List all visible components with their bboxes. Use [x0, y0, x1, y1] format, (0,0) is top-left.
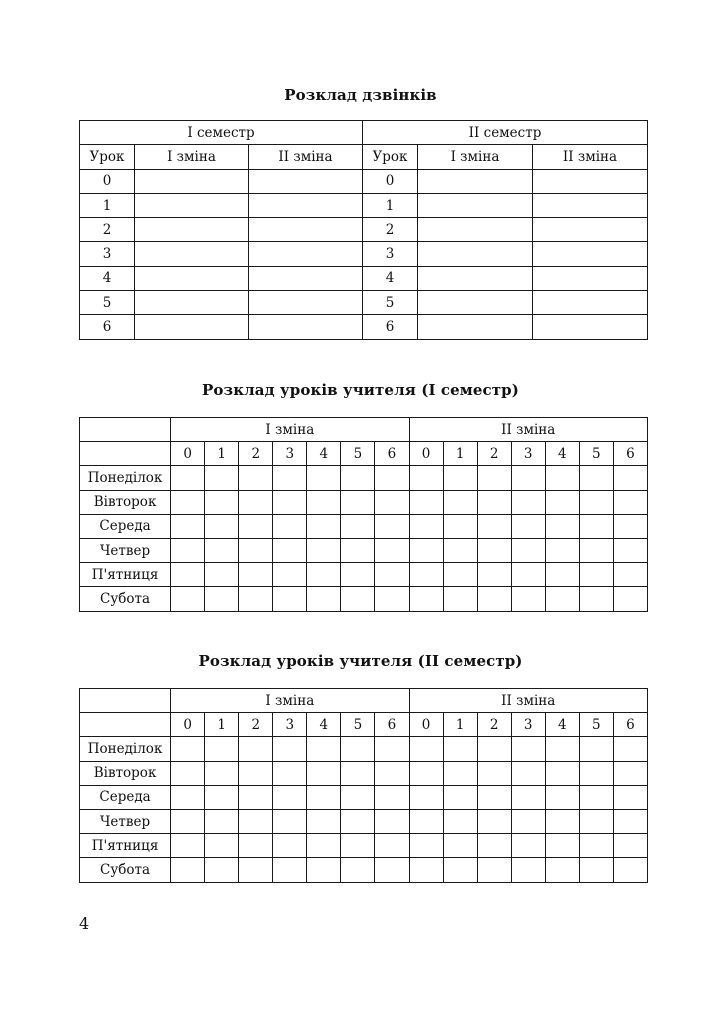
schedule-cell[interactable]	[477, 490, 511, 514]
schedule-cell[interactable]	[171, 834, 205, 858]
schedule-cell[interactable]	[171, 737, 205, 761]
schedule-cell[interactable]	[341, 737, 375, 761]
schedule-cell[interactable]	[477, 563, 511, 587]
schedule-cell[interactable]	[477, 809, 511, 833]
schedule-cell[interactable]	[409, 466, 443, 490]
lesson-number-header: 2	[239, 442, 273, 466]
schedule-cell[interactable]	[205, 761, 239, 785]
schedule-cell[interactable]	[273, 761, 307, 785]
schedule-cell[interactable]	[341, 514, 375, 538]
schedule-cell[interactable]	[375, 761, 409, 785]
schedule-cell[interactable]	[239, 587, 273, 611]
schedule-cell[interactable]	[307, 538, 341, 562]
schedule-cell[interactable]	[273, 466, 307, 490]
table-row	[80, 538, 648, 562]
schedule-cell[interactable]	[239, 785, 273, 809]
shift1-time-cell[interactable]	[135, 169, 249, 193]
schedule-cell[interactable]	[579, 809, 613, 833]
schedule-cell[interactable]	[443, 466, 477, 490]
day-label: П'ятниця	[80, 834, 171, 858]
table-row	[80, 809, 648, 833]
shift1-column-header: I зміна	[418, 145, 533, 169]
shift2-time-cell[interactable]	[249, 315, 363, 339]
table-row	[80, 737, 648, 761]
table-row	[80, 587, 648, 611]
schedule-cell[interactable]	[545, 538, 579, 562]
schedule-cell[interactable]	[307, 809, 341, 833]
schedule-cell[interactable]	[443, 737, 477, 761]
schedule-cell[interactable]	[273, 785, 307, 809]
page-number: 4	[79, 914, 90, 933]
teacher-schedule-semester2-title: Розклад уроків учителя (II семестр)	[198, 652, 523, 670]
schedule-cell[interactable]	[443, 587, 477, 611]
corner-cell	[80, 713, 171, 737]
shift1-time-cell[interactable]	[418, 193, 533, 217]
lesson-number-row	[80, 442, 648, 466]
schedule-cell[interactable]	[205, 490, 239, 514]
schedule-cell[interactable]	[307, 737, 341, 761]
schedule-cell[interactable]	[511, 785, 545, 809]
shift2-time-cell[interactable]	[249, 291, 363, 315]
schedule-cell[interactable]	[477, 858, 511, 882]
schedule-cell[interactable]	[613, 761, 647, 785]
shift1-header: I зміна	[171, 418, 409, 442]
shift2-time-cell[interactable]	[249, 169, 363, 193]
lesson-number-header: 3	[511, 713, 545, 737]
schedule-cell[interactable]	[239, 514, 273, 538]
lesson-number-header: 3	[511, 442, 545, 466]
schedule-cell[interactable]	[273, 809, 307, 833]
schedule-cell[interactable]	[511, 490, 545, 514]
schedule-cell[interactable]	[443, 785, 477, 809]
schedule-cell[interactable]	[273, 490, 307, 514]
schedule-cell[interactable]	[273, 834, 307, 858]
schedule-cell[interactable]	[171, 809, 205, 833]
schedule-cell[interactable]	[205, 809, 239, 833]
schedule-cell[interactable]	[409, 737, 443, 761]
schedule-cell[interactable]	[205, 737, 239, 761]
schedule-cell[interactable]	[205, 587, 239, 611]
schedule-cell[interactable]	[273, 858, 307, 882]
schedule-cell[interactable]	[341, 858, 375, 882]
schedule-cell[interactable]	[409, 514, 443, 538]
lesson-number-row	[80, 713, 648, 737]
lesson-number: 4	[80, 266, 135, 290]
schedule-cell[interactable]	[545, 737, 579, 761]
schedule-cell[interactable]	[613, 490, 647, 514]
table-row	[80, 466, 648, 490]
schedule-cell[interactable]	[171, 785, 205, 809]
shift1-header: I зміна	[171, 689, 409, 713]
lesson-number-header: 5	[579, 442, 613, 466]
schedule-cell[interactable]	[613, 737, 647, 761]
shift1-time-cell[interactable]	[418, 218, 533, 242]
lesson-number-header: 1	[205, 713, 239, 737]
table-row	[80, 242, 648, 266]
schedule-cell[interactable]	[171, 858, 205, 882]
shift1-time-cell[interactable]	[418, 315, 533, 339]
schedule-cell[interactable]	[375, 785, 409, 809]
schedule-cell[interactable]	[273, 737, 307, 761]
schedule-cell[interactable]	[341, 490, 375, 514]
lesson-number: 4	[363, 266, 418, 290]
shift1-time-cell[interactable]	[135, 266, 249, 290]
schedule-cell[interactable]	[579, 737, 613, 761]
schedule-cell[interactable]	[239, 538, 273, 562]
table-row	[80, 563, 648, 587]
schedule-cell[interactable]	[307, 490, 341, 514]
schedule-cell[interactable]	[579, 490, 613, 514]
teacher-schedule-semester1-table	[79, 417, 648, 612]
schedule-cell[interactable]	[375, 490, 409, 514]
schedule-cell[interactable]	[341, 466, 375, 490]
schedule-cell[interactable]	[511, 514, 545, 538]
lesson-number-header: 4	[307, 442, 341, 466]
schedule-cell[interactable]	[511, 587, 545, 611]
shift1-time-cell[interactable]	[418, 266, 533, 290]
lesson-number-header: 4	[545, 442, 579, 466]
schedule-cell[interactable]	[409, 490, 443, 514]
schedule-cell[interactable]	[239, 466, 273, 490]
schedule-cell[interactable]	[511, 466, 545, 490]
schedule-cell[interactable]	[205, 538, 239, 562]
schedule-cell[interactable]	[579, 834, 613, 858]
schedule-cell[interactable]	[239, 737, 273, 761]
schedule-cell[interactable]	[613, 587, 647, 611]
table-row	[80, 761, 648, 785]
shift-header-row	[80, 418, 648, 442]
schedule-cell[interactable]	[511, 834, 545, 858]
lesson-number: 1	[80, 193, 135, 217]
schedule-cell[interactable]	[545, 563, 579, 587]
table-row	[80, 266, 648, 290]
schedule-cell[interactable]	[579, 761, 613, 785]
lesson-number-header: 2	[477, 713, 511, 737]
lesson-column-header: Урок	[363, 145, 418, 169]
shift-header-row	[80, 689, 648, 713]
lesson-number-header: 5	[341, 713, 375, 737]
schedule-cell[interactable]	[443, 514, 477, 538]
lesson-number-header: 6	[613, 713, 647, 737]
shift2-time-cell[interactable]	[533, 169, 648, 193]
schedule-cell[interactable]	[375, 737, 409, 761]
shift2-column-header: II зміна	[533, 145, 648, 169]
lesson-number-header: 2	[239, 713, 273, 737]
schedule-cell[interactable]	[375, 809, 409, 833]
schedule-cell[interactable]	[579, 538, 613, 562]
day-label: Вівторок	[80, 761, 171, 785]
schedule-cell[interactable]	[171, 563, 205, 587]
schedule-cell[interactable]	[273, 587, 307, 611]
lesson-number-header: 0	[409, 442, 443, 466]
lesson-column-header: Урок	[80, 145, 135, 169]
schedule-cell[interactable]	[239, 809, 273, 833]
schedule-cell[interactable]	[545, 834, 579, 858]
lesson-number-header: 1	[443, 442, 477, 466]
schedule-cell[interactable]	[511, 737, 545, 761]
schedule-cell[interactable]	[613, 466, 647, 490]
schedule-cell[interactable]	[409, 834, 443, 858]
schedule-cell[interactable]	[205, 466, 239, 490]
schedule-cell[interactable]	[239, 858, 273, 882]
schedule-cell[interactable]	[545, 490, 579, 514]
schedule-cell[interactable]	[307, 563, 341, 587]
lesson-number-header: 1	[443, 713, 477, 737]
schedule-cell[interactable]	[205, 858, 239, 882]
shift1-time-cell[interactable]	[135, 291, 249, 315]
shift1-time-cell[interactable]	[135, 315, 249, 339]
corner-cell	[80, 442, 171, 466]
teacher-schedule-semester2-table	[79, 688, 648, 883]
schedule-cell[interactable]	[477, 587, 511, 611]
schedule-cell[interactable]	[409, 785, 443, 809]
schedule-cell[interactable]	[613, 538, 647, 562]
day-label: Четвер	[80, 809, 171, 833]
schedule-cell[interactable]	[613, 563, 647, 587]
table-row	[80, 315, 648, 339]
schedule-cell[interactable]	[409, 761, 443, 785]
schedule-cell[interactable]	[443, 563, 477, 587]
schedule-cell[interactable]	[205, 785, 239, 809]
shift2-time-cell[interactable]	[533, 315, 648, 339]
table-row	[80, 169, 648, 193]
lesson-number-header: 6	[375, 442, 409, 466]
table-row	[80, 858, 648, 882]
lesson-number: 5	[363, 291, 418, 315]
schedule-cell[interactable]	[477, 785, 511, 809]
schedule-cell[interactable]	[579, 785, 613, 809]
column-header-row	[80, 145, 648, 169]
day-label: Субота	[80, 858, 171, 882]
day-label: Середа	[80, 785, 171, 809]
schedule-cell[interactable]	[375, 834, 409, 858]
lesson-number-header: 3	[273, 713, 307, 737]
shift2-time-cell[interactable]	[533, 218, 648, 242]
schedule-cell[interactable]	[613, 809, 647, 833]
shift2-time-cell[interactable]	[249, 193, 363, 217]
day-label: Середа	[80, 514, 171, 538]
schedule-cell[interactable]	[579, 858, 613, 882]
schedule-cell[interactable]	[307, 834, 341, 858]
lesson-number: 2	[363, 218, 418, 242]
bell-schedule-title: Розклад дзвінків	[284, 86, 437, 104]
schedule-cell[interactable]	[307, 587, 341, 611]
shift1-time-cell[interactable]	[418, 291, 533, 315]
schedule-cell[interactable]	[171, 538, 205, 562]
shift2-time-cell[interactable]	[533, 193, 648, 217]
schedule-cell[interactable]	[205, 834, 239, 858]
bell-schedule-table	[79, 120, 648, 340]
schedule-cell[interactable]	[443, 809, 477, 833]
schedule-cell[interactable]	[341, 538, 375, 562]
lesson-number-header: 5	[341, 442, 375, 466]
schedule-cell[interactable]	[443, 858, 477, 882]
schedule-cell[interactable]	[545, 761, 579, 785]
schedule-cell[interactable]	[477, 834, 511, 858]
schedule-cell[interactable]	[477, 761, 511, 785]
lesson-number: 2	[80, 218, 135, 242]
schedule-cell[interactable]	[239, 563, 273, 587]
corner-cell	[80, 689, 171, 713]
lesson-number: 3	[80, 242, 135, 266]
day-label: П'ятниця	[80, 563, 171, 587]
table-row	[80, 291, 648, 315]
shift2-time-cell[interactable]	[249, 242, 363, 266]
shift1-column-header: I зміна	[135, 145, 249, 169]
lesson-number: 5	[80, 291, 135, 315]
schedule-cell[interactable]	[171, 466, 205, 490]
schedule-cell[interactable]	[171, 490, 205, 514]
schedule-cell[interactable]	[409, 809, 443, 833]
schedule-cell[interactable]	[307, 466, 341, 490]
schedule-cell[interactable]	[307, 514, 341, 538]
day-label: Понеділок	[80, 466, 171, 490]
shift2-time-cell[interactable]	[249, 266, 363, 290]
schedule-cell[interactable]	[443, 761, 477, 785]
schedule-cell[interactable]	[171, 514, 205, 538]
schedule-cell[interactable]	[239, 761, 273, 785]
day-label: Четвер	[80, 538, 171, 562]
schedule-cell[interactable]	[511, 809, 545, 833]
schedule-cell[interactable]	[375, 466, 409, 490]
table-row	[80, 218, 648, 242]
schedule-cell[interactable]	[205, 563, 239, 587]
table-row	[80, 193, 648, 217]
table-row	[80, 785, 648, 809]
schedule-cell[interactable]	[341, 809, 375, 833]
shift1-time-cell[interactable]	[418, 242, 533, 266]
lesson-number-header: 6	[375, 713, 409, 737]
schedule-cell[interactable]	[375, 858, 409, 882]
schedule-cell[interactable]	[409, 587, 443, 611]
lesson-number-header: 6	[613, 442, 647, 466]
lesson-number-header: 4	[545, 713, 579, 737]
schedule-cell[interactable]	[545, 785, 579, 809]
lesson-number: 3	[363, 242, 418, 266]
schedule-cell[interactable]	[341, 785, 375, 809]
day-label: Субота	[80, 587, 171, 611]
schedule-cell[interactable]	[579, 514, 613, 538]
schedule-cell[interactable]	[171, 587, 205, 611]
lesson-number-header: 0	[409, 713, 443, 737]
schedule-cell[interactable]	[477, 466, 511, 490]
lesson-number-header: 0	[171, 442, 205, 466]
schedule-cell[interactable]	[205, 514, 239, 538]
lesson-number-header: 5	[579, 713, 613, 737]
lesson-number: 0	[363, 169, 418, 193]
schedule-cell[interactable]	[477, 737, 511, 761]
schedule-cell[interactable]	[613, 834, 647, 858]
shift2-time-cell[interactable]	[249, 218, 363, 242]
schedule-cell[interactable]	[375, 563, 409, 587]
schedule-cell[interactable]	[511, 858, 545, 882]
shift1-time-cell[interactable]	[135, 193, 249, 217]
table-row	[80, 514, 648, 538]
schedule-cell[interactable]	[511, 538, 545, 562]
schedule-cell[interactable]	[341, 834, 375, 858]
schedule-cell[interactable]	[409, 563, 443, 587]
schedule-cell[interactable]	[341, 761, 375, 785]
schedule-cell[interactable]	[613, 785, 647, 809]
lesson-number-header: 1	[205, 442, 239, 466]
semester-header-row	[80, 121, 648, 145]
schedule-cell[interactable]	[409, 538, 443, 562]
schedule-cell[interactable]	[273, 514, 307, 538]
schedule-cell[interactable]	[443, 834, 477, 858]
shift2-time-cell[interactable]	[533, 291, 648, 315]
schedule-cell[interactable]	[613, 514, 647, 538]
schedule-cell[interactable]	[545, 809, 579, 833]
lesson-number: 1	[363, 193, 418, 217]
shift2-time-cell[interactable]	[533, 266, 648, 290]
shift2-time-cell[interactable]	[533, 242, 648, 266]
lesson-number-header: 4	[307, 713, 341, 737]
schedule-cell[interactable]	[545, 858, 579, 882]
schedule-cell[interactable]	[307, 761, 341, 785]
schedule-cell[interactable]	[171, 761, 205, 785]
schedule-cell[interactable]	[579, 587, 613, 611]
lesson-number-header: 0	[171, 713, 205, 737]
schedule-cell[interactable]	[375, 587, 409, 611]
table-row	[80, 834, 648, 858]
lesson-number-header: 3	[273, 442, 307, 466]
shift1-time-cell[interactable]	[418, 169, 533, 193]
schedule-cell[interactable]	[545, 466, 579, 490]
schedule-cell[interactable]	[545, 587, 579, 611]
lesson-number: 0	[80, 169, 135, 193]
schedule-cell[interactable]	[443, 490, 477, 514]
semester1-header: I семестр	[80, 121, 363, 145]
schedule-cell[interactable]	[307, 785, 341, 809]
shift2-header: II зміна	[409, 418, 647, 442]
schedule-cell[interactable]	[307, 858, 341, 882]
schedule-cell[interactable]	[341, 563, 375, 587]
schedule-cell[interactable]	[341, 587, 375, 611]
schedule-cell[interactable]	[273, 563, 307, 587]
schedule-cell[interactable]	[477, 538, 511, 562]
corner-cell	[80, 418, 171, 442]
day-label: Понеділок	[80, 737, 171, 761]
schedule-cell[interactable]	[443, 538, 477, 562]
teacher-schedule-semester1-title: Розклад уроків учителя (I семестр)	[202, 381, 519, 399]
schedule-cell[interactable]	[375, 538, 409, 562]
schedule-cell[interactable]	[239, 834, 273, 858]
schedule-cell[interactable]	[545, 514, 579, 538]
schedule-cell[interactable]	[613, 858, 647, 882]
shift2-header: II зміна	[409, 689, 647, 713]
schedule-cell[interactable]	[511, 563, 545, 587]
shift1-time-cell[interactable]	[135, 242, 249, 266]
schedule-cell[interactable]	[477, 514, 511, 538]
table-row	[80, 490, 648, 514]
schedule-cell[interactable]	[375, 514, 409, 538]
schedule-cell[interactable]	[579, 563, 613, 587]
lesson-number: 6	[80, 315, 135, 339]
lesson-number-header: 2	[477, 442, 511, 466]
schedule-cell[interactable]	[239, 490, 273, 514]
schedule-cell[interactable]	[409, 858, 443, 882]
shift1-time-cell[interactable]	[135, 218, 249, 242]
schedule-cell[interactable]	[273, 538, 307, 562]
lesson-number: 6	[363, 315, 418, 339]
schedule-cell[interactable]	[579, 466, 613, 490]
semester2-header: II семестр	[363, 121, 648, 145]
day-label: Вівторок	[80, 490, 171, 514]
schedule-cell[interactable]	[511, 761, 545, 785]
shift2-column-header: II зміна	[249, 145, 363, 169]
